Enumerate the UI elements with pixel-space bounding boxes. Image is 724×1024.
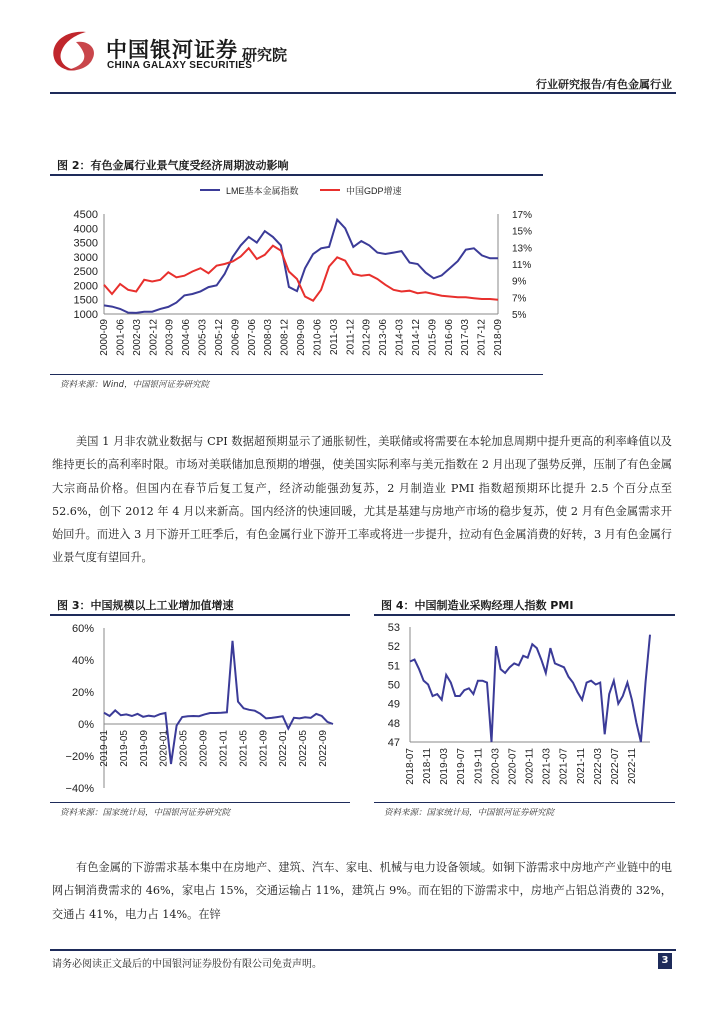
x-tick-label: 2011-03 bbox=[328, 319, 340, 355]
figure4-title: 图 4：中国制造业采购经理人指数 PMI bbox=[381, 599, 574, 612]
series-pmi-line bbox=[410, 635, 650, 742]
body-paragraph-2: 有色金属的下游需求基本集中在房地产、建筑、汽车、家电、机械与电力设备领域。如铜下游需求中房地产产业链中的电网占铜消费需求的 46%，家电占 15%，交通运输占 11%，建筑占 9%。而在铝的下游需求中，房地产占铝总消费的 32%，交通占 41%，电力占 14%。在锌 bbox=[52, 861, 672, 921]
x-tick-label: 2015-09 bbox=[427, 319, 439, 356]
y-tick-label: 20% bbox=[71, 687, 94, 699]
x-tick-label: 2020-07 bbox=[507, 748, 519, 785]
x-tick-label: 2006-09 bbox=[230, 319, 242, 356]
company-logo bbox=[46, 28, 104, 76]
x-tick-label: 2000-09 bbox=[99, 319, 110, 356]
x-tick-label: 2005-12 bbox=[213, 319, 225, 356]
right-tick-label: 9% bbox=[512, 276, 527, 288]
institute-name: 研究院 bbox=[242, 46, 288, 64]
x-tick-label: 2021-03 bbox=[541, 748, 553, 785]
x-tick-label: 2022-09 bbox=[318, 730, 329, 767]
x-tick-label: 2021-01 bbox=[218, 730, 230, 767]
y-tick-label: −20% bbox=[65, 751, 94, 763]
x-tick-label: 2003-09 bbox=[164, 319, 176, 356]
x-tick-label: 2012-09 bbox=[361, 319, 373, 356]
x-tick-label: 2020-01 bbox=[158, 730, 170, 767]
y-tick-label: 47 bbox=[387, 737, 400, 749]
x-tick-label: 2007-06 bbox=[246, 319, 258, 356]
left-tick-label: 2000 bbox=[73, 280, 98, 293]
left-tick-label: 4000 bbox=[73, 223, 98, 236]
x-tick-label: 2017-12 bbox=[476, 319, 488, 356]
footer-rule bbox=[50, 949, 676, 951]
y-tick-label: 49 bbox=[387, 698, 400, 711]
y-tick-label: 51 bbox=[387, 660, 400, 673]
x-tick-label: 2002-03 bbox=[131, 319, 143, 356]
x-tick-label: 2022-01 bbox=[278, 730, 290, 767]
left-tick-label: 3000 bbox=[73, 251, 98, 264]
left-tick-label: 4500 bbox=[73, 209, 98, 221]
right-tick-label: 17% bbox=[512, 210, 533, 221]
x-tick-label: 2014-12 bbox=[410, 319, 422, 356]
x-tick-label: 2019-11 bbox=[473, 748, 485, 784]
y-tick-label: 60% bbox=[71, 623, 94, 635]
x-tick-label: 2020-09 bbox=[198, 730, 210, 767]
page-number: 3 bbox=[658, 953, 672, 969]
x-tick-label: 2005-03 bbox=[197, 319, 209, 356]
x-tick-label: 2016-06 bbox=[443, 319, 455, 356]
legend-label-2: 中国GDP增速 bbox=[346, 186, 402, 196]
company-name-cn: 中国银河证券 bbox=[106, 38, 238, 62]
y-tick-label: 40% bbox=[71, 655, 94, 667]
figure2-title-rule bbox=[50, 174, 543, 176]
right-tick-label: 7% bbox=[512, 293, 527, 305]
figure4-source: 资料来源：国家统计局，中国银河证券研究院 bbox=[384, 808, 555, 818]
left-tick-label: 1000 bbox=[73, 309, 98, 321]
figure3-source: 资料来源：国家统计局，中国银河证券研究院 bbox=[60, 808, 231, 818]
y-tick-label: 53 bbox=[387, 622, 400, 634]
figure3-bottom-rule bbox=[50, 802, 350, 803]
right-tick-label: 13% bbox=[512, 243, 533, 255]
figure2-bottom-rule bbox=[50, 374, 543, 375]
body-paragraph-1: 美国 1 月非农就业数据与 CPI 数据超预期显示了通胀韧性，美联储或将需要在本轮加息周期中提升更高的利率峰值以及维持更长的高利率时限。市场对美联储加息预期的增强，使美国实际利率与美元指数在 2 月出现了强势反弹，压制了有色金属大宗商品价格。但国内在春节后复工复产，经济动能强劲复苏，2 月制造业 PMI 指数超预期环比提升 2.5 个百分点至 52.6%，创下 2012 年 4 月以来新高。国内经济的快速回暖，尤其是基建与房地产市场的稳步复苏，使 2 月有色金属需求开始回升。而进入 3 月下游开工旺季后，有色金属行业下游开工率或将进一步提升，拉动有色金属消费的好转，3 月有色金属行业景气度有望回升。 bbox=[52, 435, 672, 565]
x-tick-label: 2020-05 bbox=[178, 730, 190, 767]
x-tick-label: 2019-09 bbox=[138, 730, 150, 767]
figure2-chart bbox=[50, 178, 543, 374]
figure4-bottom-rule bbox=[374, 802, 675, 803]
footer-disclaimer: 请务必阅读正文最后的中国银河证券股份有限公司免责声明。 bbox=[52, 959, 322, 970]
x-tick-label: 2022-11 bbox=[627, 748, 638, 784]
x-tick-label: 2011-12 bbox=[345, 319, 357, 355]
y-tick-label: 52 bbox=[387, 641, 400, 654]
series-lme-line bbox=[104, 220, 498, 313]
x-tick-label: 2019-05 bbox=[118, 730, 130, 767]
report-type: 行业研究报告/有色金属行业 bbox=[536, 78, 673, 91]
right-tick-label: 15% bbox=[512, 226, 533, 238]
x-tick-label: 2021-11 bbox=[575, 748, 587, 784]
x-tick-label: 2021-05 bbox=[238, 730, 250, 767]
right-tick-label: 5% bbox=[512, 310, 527, 321]
series-gdp-line bbox=[104, 246, 498, 301]
x-tick-label: 2018-09 bbox=[493, 319, 504, 356]
x-tick-label: 2018-07 bbox=[405, 748, 416, 785]
x-tick-label: 2020-03 bbox=[490, 748, 502, 785]
company-name-en: CHINA GALAXY SECURITIES bbox=[107, 60, 253, 71]
x-tick-label: 2019-07 bbox=[456, 748, 468, 785]
x-tick-label: 2022-03 bbox=[592, 748, 604, 785]
x-tick-label: 2018-11 bbox=[422, 748, 434, 784]
y-tick-label: −40% bbox=[65, 783, 94, 795]
x-tick-label: 2002-12 bbox=[148, 319, 160, 356]
header-rule bbox=[50, 92, 676, 94]
x-tick-label: 2013-06 bbox=[378, 319, 390, 356]
x-tick-label: 2004-06 bbox=[181, 319, 193, 356]
x-tick-label: 2010-06 bbox=[312, 319, 324, 356]
x-tick-label: 2001-06 bbox=[115, 319, 127, 356]
x-tick-label: 2008-12 bbox=[279, 319, 291, 356]
x-tick-label: 2019-03 bbox=[439, 748, 451, 785]
left-tick-label: 2500 bbox=[73, 266, 98, 279]
x-tick-label: 2022-05 bbox=[298, 730, 310, 767]
x-tick-label: 2017-03 bbox=[460, 319, 472, 356]
y-tick-label: 48 bbox=[387, 717, 400, 730]
y-tick-label: 50 bbox=[387, 679, 400, 692]
x-tick-label: 2019-01 bbox=[99, 730, 110, 767]
x-tick-label: 2020-11 bbox=[524, 748, 536, 784]
figure3-title: 图 3：中国规模以上工业增加值增速 bbox=[57, 599, 234, 612]
figure4-chart bbox=[374, 616, 675, 800]
figure2-title: 图 2：有色金属行业景气度受经济周期波动影响 bbox=[57, 159, 289, 172]
figure3-chart bbox=[50, 616, 350, 800]
x-tick-label: 2009-09 bbox=[296, 319, 307, 356]
x-tick-label: 2014-03 bbox=[394, 319, 406, 356]
y-tick-label: 0% bbox=[78, 719, 94, 731]
x-tick-label: 2008-03 bbox=[263, 319, 275, 356]
x-tick-label: 2022-07 bbox=[609, 748, 621, 785]
x-tick-label: 2021-09 bbox=[258, 730, 270, 767]
left-tick-label: 3500 bbox=[73, 237, 98, 250]
legend-label-1: LME基本金属指数 bbox=[226, 186, 299, 196]
figure2-source: 资料来源：Wind，中国银河证券研究院 bbox=[60, 380, 210, 390]
x-tick-label: 2021-07 bbox=[558, 748, 570, 785]
right-tick-label: 11% bbox=[512, 260, 532, 271]
left-tick-label: 1500 bbox=[73, 294, 98, 307]
logo-swirl-icon bbox=[46, 28, 104, 76]
